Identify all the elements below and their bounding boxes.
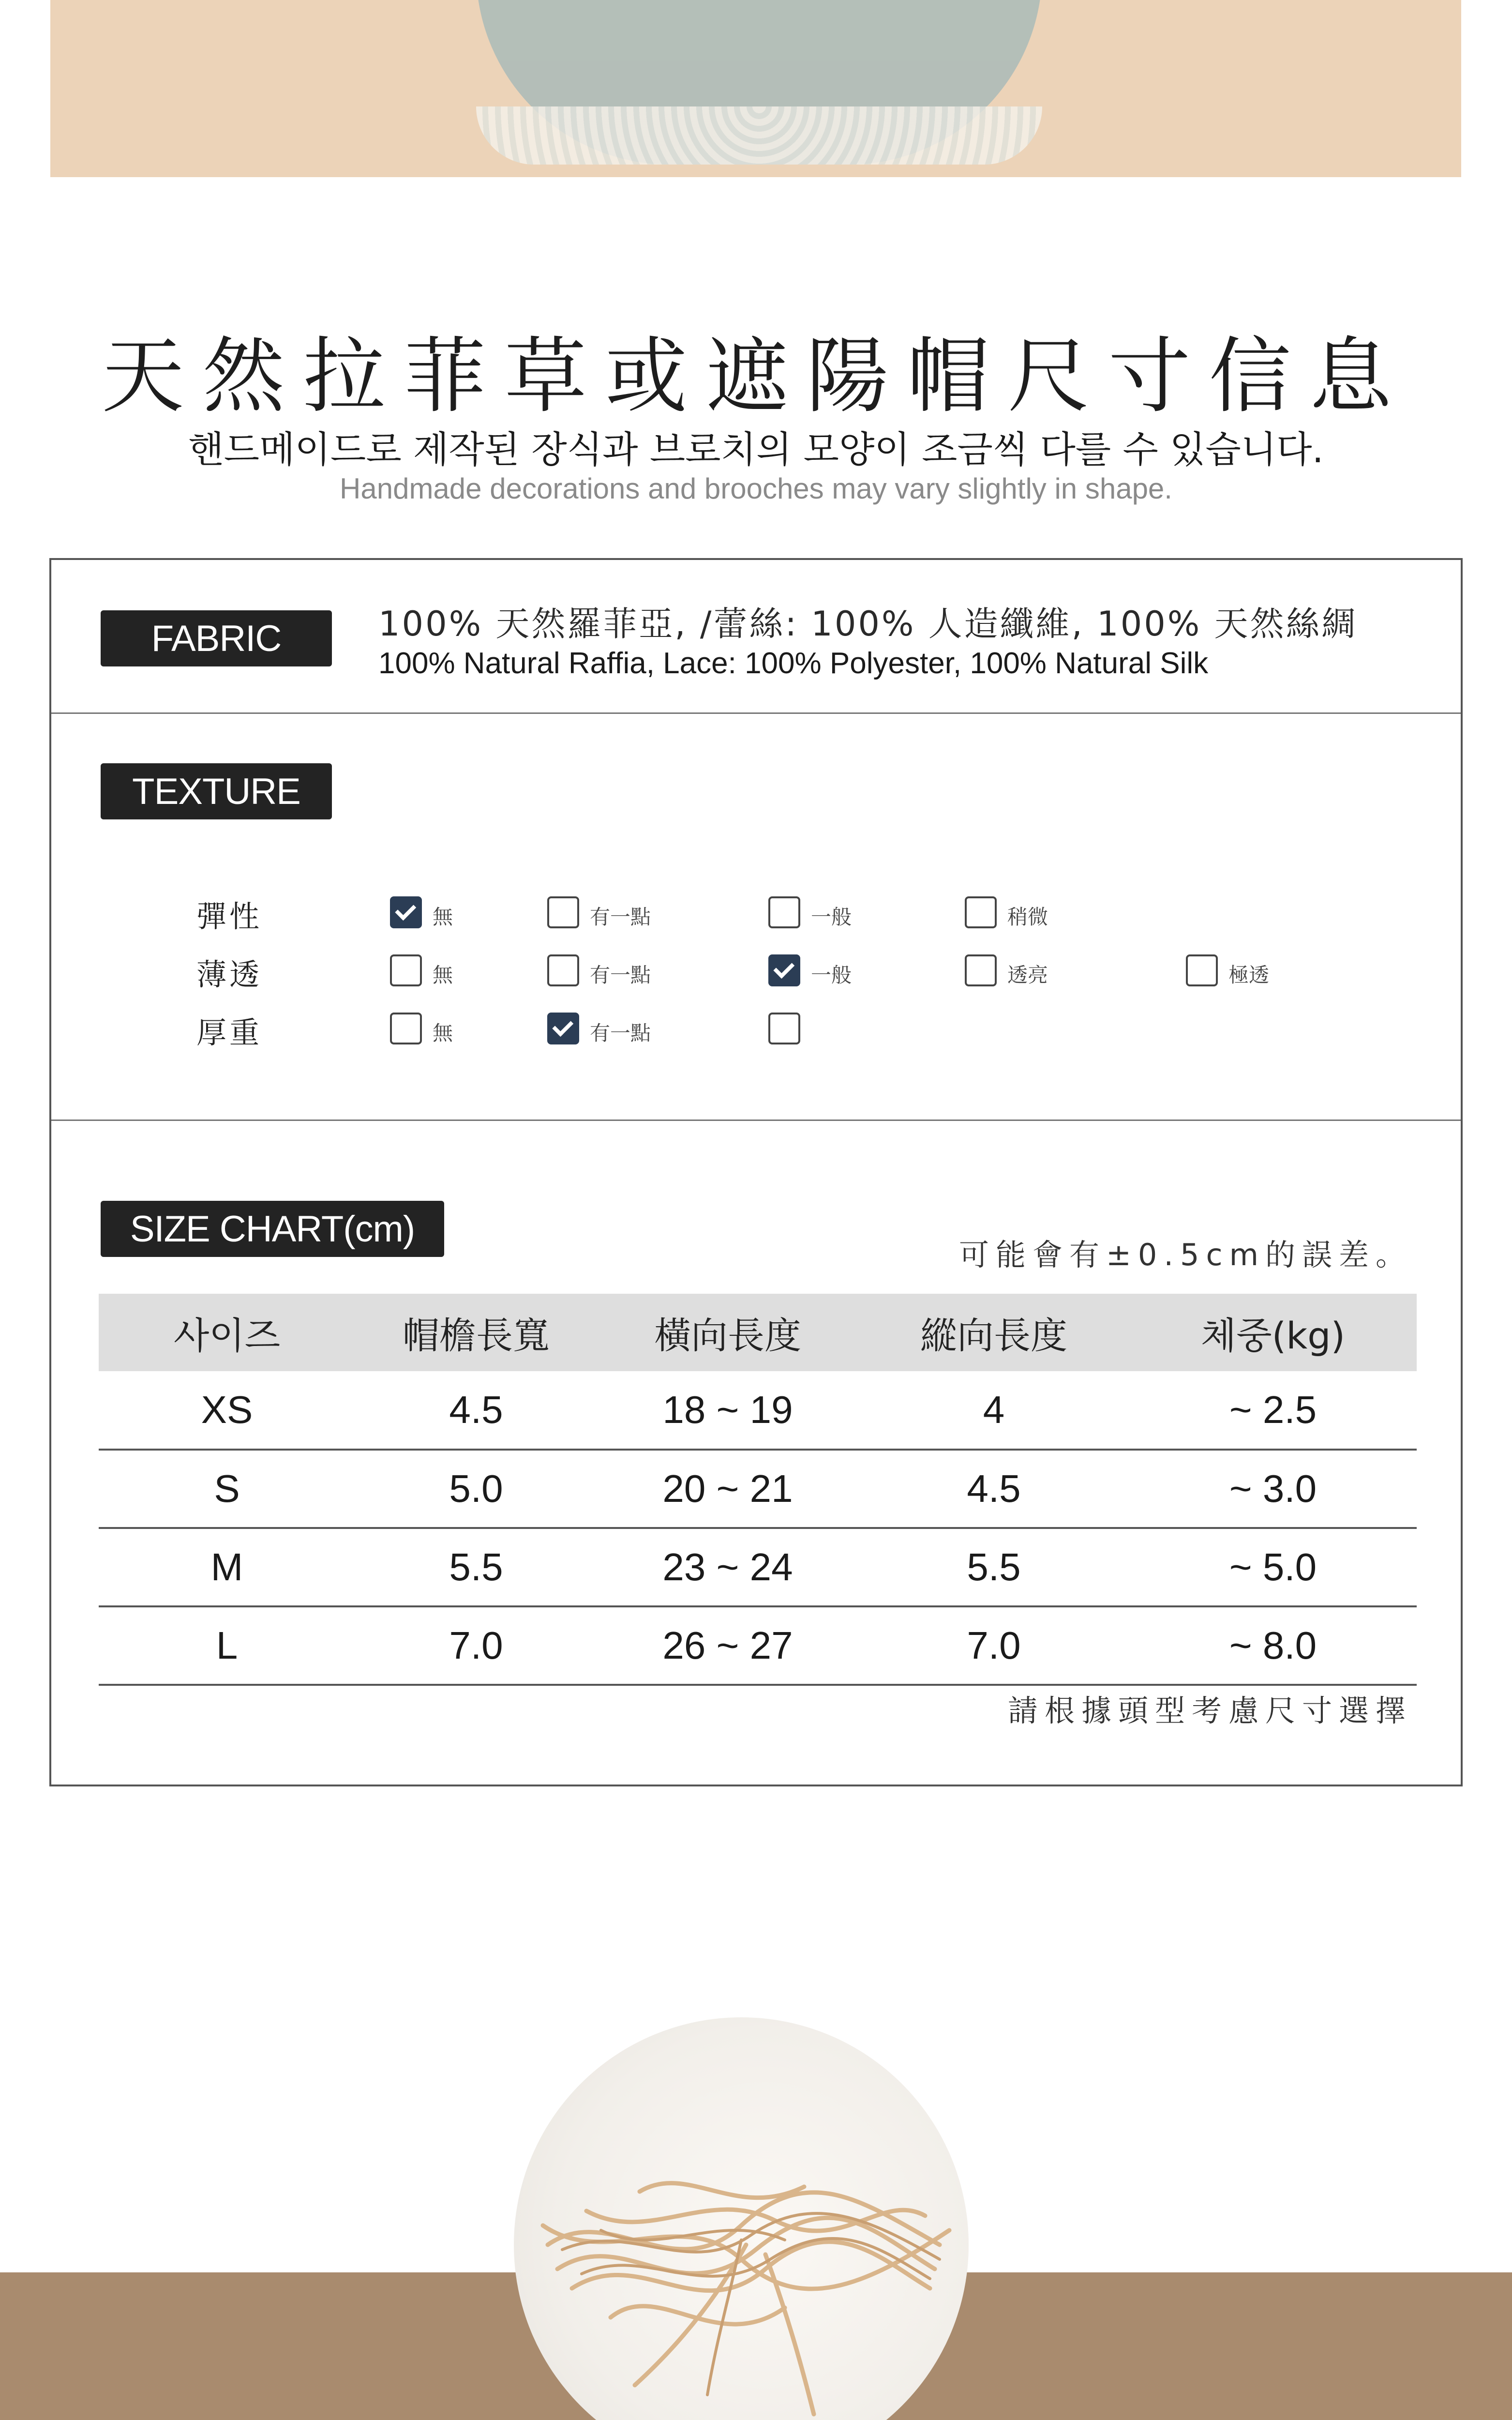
checkbox-checked[interactable] [390, 896, 422, 928]
size-cell: S [99, 1450, 355, 1528]
fabric-tag: FABRIC [101, 610, 332, 666]
header-brim: 帽檐長寬 [355, 1294, 597, 1371]
checkbox[interactable] [1186, 954, 1218, 986]
texture-tag: TEXTURE [101, 763, 332, 819]
checkbox[interactable] [965, 896, 997, 928]
texture-option-label: 無 [433, 963, 453, 987]
size-cell: XS [99, 1371, 355, 1450]
size-selection-note: 請根據頭型考慮尺寸選擇 [1007, 1693, 1412, 1728]
length-cell: 7.0 [858, 1606, 1129, 1685]
checkbox[interactable] [390, 1013, 422, 1044]
checkbox-checked[interactable] [547, 1013, 579, 1044]
raffia-photo [514, 2017, 969, 2420]
length-cell: 4.5 [858, 1450, 1129, 1528]
length-cell: 4 [858, 1371, 1129, 1450]
header-weight: 체중(kg) [1129, 1294, 1417, 1371]
weight-cell: ~ 2.5 [1129, 1371, 1417, 1450]
page-title: 天然拉菲草或遮陽帽尺寸信息 [102, 329, 1410, 424]
checkbox[interactable] [965, 954, 997, 986]
texture-option-label: 極透 [1228, 963, 1270, 987]
table-row [99, 1528, 1417, 1606]
brim-cell: 5.0 [355, 1450, 597, 1528]
table-row [99, 1606, 1417, 1685]
texture-row-label: 薄透 [196, 957, 263, 992]
size-cell: M [99, 1528, 355, 1606]
size-table-header-row [99, 1294, 1417, 1371]
size-chart-table [99, 1294, 1417, 1686]
subtitle-korean: 핸드메이드로 제작된 장식과 브로치의 모양이 조금씩 다를 수 있습니다. [188, 428, 1324, 471]
table-row [99, 1371, 1417, 1450]
texture-option-label: 一般 [811, 963, 852, 987]
section-divider [51, 712, 1461, 714]
brim-cell: 7.0 [355, 1606, 597, 1685]
texture-option-label: 有一點 [590, 905, 651, 929]
size-chart-tag: SIZE CHART(cm) [101, 1201, 444, 1257]
checkbox[interactable] [547, 896, 579, 928]
checkbox[interactable] [768, 896, 800, 928]
header-width: 橫向長度 [597, 1294, 858, 1371]
length-cell: 5.5 [858, 1528, 1129, 1606]
texture-option-label: 無 [433, 905, 453, 929]
header-length: 縱向長度 [858, 1294, 1129, 1371]
width-cell: 26 ~ 27 [597, 1606, 858, 1685]
checkbox[interactable] [547, 954, 579, 986]
texture-option-label: 有一點 [590, 1021, 651, 1045]
texture-option-label: 一般 [811, 905, 852, 929]
weight-cell: ~ 3.0 [1129, 1450, 1417, 1528]
texture-option-label: 無 [433, 1021, 453, 1045]
product-info-box [49, 558, 1463, 1786]
size-cell: L [99, 1606, 355, 1685]
weight-cell: ~ 8.0 [1129, 1606, 1417, 1685]
width-cell: 20 ~ 21 [597, 1450, 858, 1528]
texture-row-label: 彈性 [196, 899, 263, 934]
texture-row-label: 厚重 [196, 1015, 263, 1050]
fabric-composition-en: 100% Natural Raffia, Lace: 100% Polyester, 100% Natural Silk [378, 647, 1209, 680]
width-cell: 18 ~ 19 [597, 1371, 858, 1450]
texture-option-label: 有一點 [590, 963, 651, 987]
section-divider [51, 1119, 1461, 1121]
tolerance-note: 可能會有±0.5cm的誤差。 [958, 1237, 1412, 1272]
texture-option-label: 稍微 [1007, 905, 1048, 929]
top-product-photo [50, 0, 1461, 177]
weight-cell: ~ 5.0 [1129, 1528, 1417, 1606]
checkbox-checked[interactable] [768, 954, 800, 986]
brim-cell: 5.5 [355, 1528, 597, 1606]
checkbox[interactable] [768, 1013, 800, 1044]
raffia-bundle-icon [514, 2017, 969, 2420]
table-row [99, 1450, 1417, 1528]
texture-option-label: 透亮 [1007, 963, 1048, 987]
brim-cell: 4.5 [355, 1371, 597, 1450]
width-cell: 23 ~ 24 [597, 1528, 858, 1606]
fabric-composition-zh: 100% 天然羅菲亞, /蕾絲: 100% 人造纖維, 100% 天然絲綢 [378, 604, 1358, 644]
header-size: 사이즈 [99, 1294, 355, 1371]
checkbox[interactable] [390, 954, 422, 986]
subtitle-english: Handmade decorations and brooches may vary slightly in shape. [340, 472, 1172, 505]
lace-hat-image [476, 0, 1042, 165]
